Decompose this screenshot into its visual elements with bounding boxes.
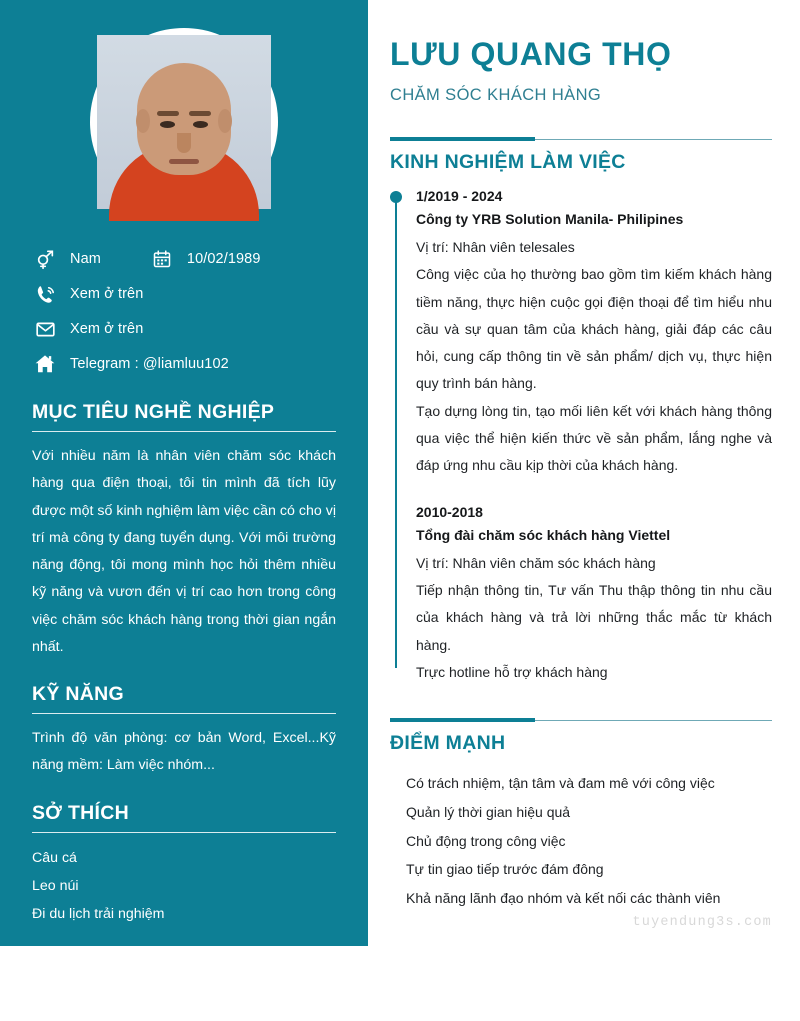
photo-ear-right (218, 109, 232, 133)
strengths-list (390, 769, 772, 912)
main-content (368, 0, 800, 946)
portrait-photo (97, 35, 271, 209)
section-objective (32, 401, 336, 661)
experience-date: 1/2019 - 2024 (416, 188, 503, 204)
contact-row-phone (32, 279, 336, 309)
experience-position: Vị trí: Nhân viên chăm sóc khách hàng (416, 554, 656, 571)
email-value: Xem ở trên (70, 321, 144, 337)
experience-company: Tổng đài chăm sóc khách hàng Viettel (416, 526, 671, 543)
list-item: Quản lý thời gian hiệu quả (406, 803, 571, 820)
contact-gender (32, 246, 101, 272)
experience-company: Công ty YRB Solution Manila- Philipines (416, 211, 684, 227)
experience-timeline (390, 188, 772, 686)
list-item: Đi du lịch trải nghiệm (32, 906, 165, 923)
address-value: Telegram : @liamluu102 (70, 356, 229, 372)
list-item: Câu cá (32, 849, 77, 866)
experience-paragraph: Công việc của họ thường bao gồm tìm kiếm khách hàng tiềm năng, thực hiện cuộc gọi điện thoại để tìm hiểu nhu cầu và sự quan tâm của khách hàng, giải đáp các câu hỏi, cung cấp thông tin về sản phẩm/ dịch vụ, thực hiện quy trình bán hàng. (416, 266, 772, 392)
contact-row-email (32, 314, 336, 344)
hobbies-divider (32, 832, 336, 833)
calendar-icon (149, 246, 175, 272)
strengths-rule-thick (390, 718, 535, 722)
photo-eye-left (160, 121, 175, 128)
page-title: LƯU QUANG THỌ (390, 36, 672, 72)
list-item: Chủ động trong công việc (406, 832, 566, 849)
experience-date: 2010-2018 (416, 503, 483, 520)
experience-rule (390, 137, 772, 142)
skills-heading: KỸ NĂNG (32, 683, 125, 706)
education-divider (32, 981, 336, 982)
skills-body: Trình độ văn phòng: cơ bản Word, Excel...Kỹ năng mềm: Làm việc nhóm... (32, 730, 336, 774)
experience-paragraph: Tạo dựng lòng tin, tạo mối liên kết với khách hàng thông qua việc thể hiện kiến thức về sản phẩm, lắng nghe và đáp ứng nhu cầu kịp thời của khách hàng. (416, 402, 772, 474)
section-education (32, 951, 336, 1021)
photo-eye-right (193, 121, 208, 128)
education-heading: TRÌNH ĐỘ HỌC VẤN (32, 950, 227, 973)
section-experience (390, 137, 772, 686)
experience-paragraph: Tiếp nhận thông tin, Tư vấn Thu thập thông tin nhu cầu của khách hàng và trả lời những thắc mắc từ khách hàng. (416, 581, 772, 653)
photo-nose (177, 133, 191, 153)
section-skills (32, 683, 336, 780)
job-role-subtitle: CHĂM SÓC KHÁCH HÀNG (390, 86, 602, 104)
list-item: Tự tin giao tiếp trước đám đông (406, 861, 604, 878)
photo-brow-left (157, 111, 179, 116)
avatar (90, 28, 278, 216)
strengths-heading: ĐIỂM MẠNH (390, 732, 506, 755)
contact-row-gender-birthdate (32, 244, 336, 274)
contact-list (32, 244, 336, 379)
birthdate-value: 10/02/1989 (186, 251, 261, 267)
objective-heading: MỤC TIÊU NGHỀ NGHIỆP (32, 401, 275, 423)
contact-birthdate (149, 246, 261, 272)
photo-mouth (169, 159, 199, 164)
list-item: Leo núi (32, 878, 79, 895)
contact-row-address (32, 349, 336, 379)
experience-spacer (416, 490, 772, 504)
section-hobbies (32, 802, 336, 929)
section-strengths (390, 718, 772, 912)
email-icon (32, 316, 58, 342)
list-item: Trường cao đẳng Kinh tế tài chính Thái Nguyên (32, 998, 332, 1015)
photo-ear-left (136, 109, 150, 133)
watermark: tuyendung3s.com (632, 915, 772, 930)
experience-item (416, 504, 772, 686)
list-item: Có trách nhiệm, tận tâm và đam mê với công việc (406, 775, 715, 792)
strengths-rule (390, 718, 772, 723)
home-icon (32, 351, 58, 377)
objective-body: Với nhiều năm là nhân viên chăm sóc khách hàng qua điện thoại, tôi tin mình đã tích lũy được một số kinh nghiệm làm việc cần có cho vị trí mà công ty đang tuyển dụng. Với môi trường năng động, tôi mong mình học hỏi thêm nhiều kỹ năng và vươn đến vị trí cao hơn trong công việc chăm sóc khách hàng trong thời gian ngắn nhất. (32, 448, 336, 655)
experience-paragraph: Trực hotline hỗ trợ khách hàng (416, 663, 608, 680)
gender-value: Nam (70, 251, 101, 267)
objective-divider (32, 431, 336, 432)
timeline-line (395, 197, 397, 668)
gender-icon (32, 246, 58, 272)
left-sidebar (0, 0, 368, 1015)
phone-value: Xem ở trên (70, 286, 144, 302)
hobbies-heading: SỞ THÍCH (32, 801, 130, 824)
experience-position: Vị trí: Nhân viên telesales (416, 239, 575, 255)
experience-item (416, 188, 772, 480)
skills-divider (32, 713, 336, 714)
phone-icon (32, 281, 58, 307)
experience-rule-thick (390, 137, 535, 141)
experience-heading: KINH NGHIỆM LÀM VIỆC (390, 151, 626, 173)
list-item: Khả năng lãnh đạo nhóm và kết nối các thành viên (406, 889, 721, 906)
photo-brow-right (189, 111, 211, 116)
